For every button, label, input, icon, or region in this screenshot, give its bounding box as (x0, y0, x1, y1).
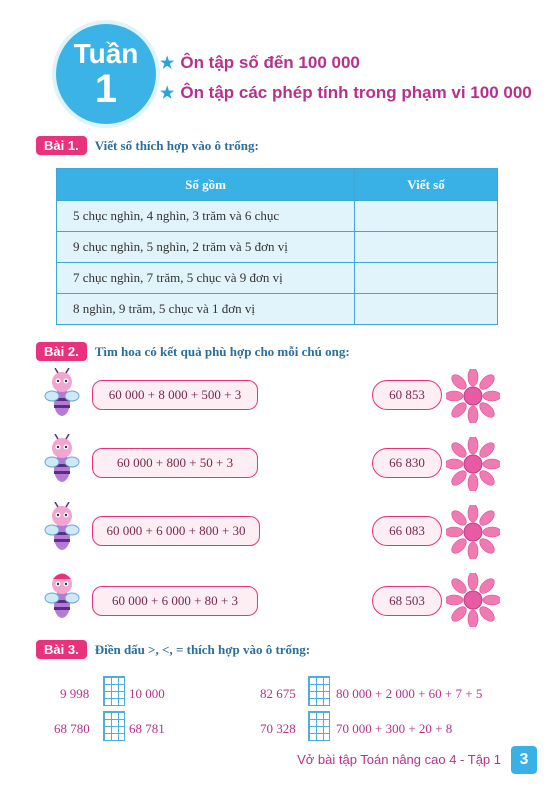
table-cell: 8 nghìn, 9 trăm, 5 chục và 1 đơn vị (57, 294, 355, 324)
compare-left: 82 675 (260, 686, 296, 701)
page-number: 3 (511, 746, 537, 774)
bee-icon (44, 368, 80, 424)
result-pill[interactable]: 66 830 (372, 448, 442, 478)
bee-icon (44, 434, 80, 490)
topic-label: Ôn tập số đến 100 000 (180, 53, 360, 72)
book-title: Vở bài tập Toán nâng cao 4 - Tập 1 (297, 752, 501, 767)
result-pill[interactable]: 66 083 (372, 516, 442, 546)
table-row (57, 231, 497, 262)
compare-input-box[interactable] (308, 676, 330, 706)
compare-right: 10 000 (129, 686, 165, 701)
match-row (0, 368, 559, 424)
exercise-instruction: Viết số thích hợp vào ô trống: (94, 137, 259, 153)
table-cell: 7 chục nghìn, 7 trăm, 5 chục và 9 đơn vị (57, 263, 355, 293)
column-header: Số gồm (57, 169, 355, 200)
week-label: Tuần (73, 38, 139, 69)
exercise-1-header (36, 136, 259, 155)
exercise-3-header (36, 640, 310, 659)
answer-cell[interactable] (355, 294, 497, 324)
number-table (56, 168, 498, 325)
expression-box[interactable]: 60 000 + 8 000 + 500 + 3 (92, 380, 258, 410)
answer-cell[interactable] (355, 201, 497, 231)
compare-input-box[interactable] (103, 676, 125, 706)
expression-box[interactable]: 60 000 + 6 000 + 800 + 30 (92, 516, 260, 546)
table-row (57, 293, 497, 324)
week-number: 1 (94, 67, 118, 111)
table-header (57, 169, 497, 200)
match-row (0, 570, 559, 626)
compare-left: 70 328 (260, 721, 296, 736)
flower-icon[interactable] (446, 369, 500, 423)
compare-right: 68 781 (129, 721, 165, 736)
bee-icon (44, 570, 80, 626)
compare-right: 80 000 + 2 000 + 60 + 7 + 5 (336, 686, 483, 701)
topics (160, 48, 532, 108)
expression-box[interactable]: 60 000 + 6 000 + 80 + 3 (92, 586, 258, 616)
flower-icon[interactable] (446, 573, 500, 627)
table-row (57, 262, 497, 293)
table-row (57, 200, 497, 231)
topic-label: Ôn tập các phép tính trong phạm vi 100 000 (180, 83, 532, 102)
result-pill[interactable]: 68 503 (372, 586, 442, 616)
week-badge (56, 24, 156, 124)
result-pill[interactable]: 60 853 (372, 380, 442, 410)
exercise-instruction: Tìm hoa có kết quả phù hợp cho mỗi chú ong: (94, 343, 350, 359)
compare-input-box[interactable] (308, 711, 330, 741)
bee-icon (44, 502, 80, 558)
table-cell: 9 chục nghìn, 5 nghìn, 2 trăm và 5 đơn vị (57, 232, 355, 262)
exercise-tag: Bài 3. (36, 640, 87, 659)
topic-item (160, 78, 532, 108)
exercise-2-header (36, 342, 350, 361)
compare-input-box[interactable] (103, 711, 125, 741)
compare-right: 70 000 + 300 + 20 + 8 (336, 721, 453, 736)
exercise-tag: Bài 2. (36, 342, 87, 361)
topic-item (160, 48, 532, 78)
table-cell: 5 chục nghìn, 4 nghìn, 3 trăm và 6 chục (57, 201, 355, 231)
exercise-tag: Bài 1. (36, 136, 87, 155)
flower-icon[interactable] (446, 437, 500, 491)
compare-left: 9 998 (60, 686, 90, 701)
match-row (0, 502, 559, 558)
match-row (0, 434, 559, 490)
flower-icon[interactable] (446, 505, 500, 559)
column-header: Viết số (407, 176, 445, 192)
exercise-instruction: Điền dấu >, <, = thích hợp vào ô trống: (94, 641, 311, 657)
answer-cell[interactable] (355, 232, 497, 262)
expression-box[interactable]: 60 000 + 800 + 50 + 3 (92, 448, 258, 478)
answer-cell[interactable] (355, 263, 497, 293)
star-icon: ★ (160, 55, 175, 72)
star-icon: ★ (160, 85, 175, 102)
compare-left: 68 780 (54, 721, 90, 736)
